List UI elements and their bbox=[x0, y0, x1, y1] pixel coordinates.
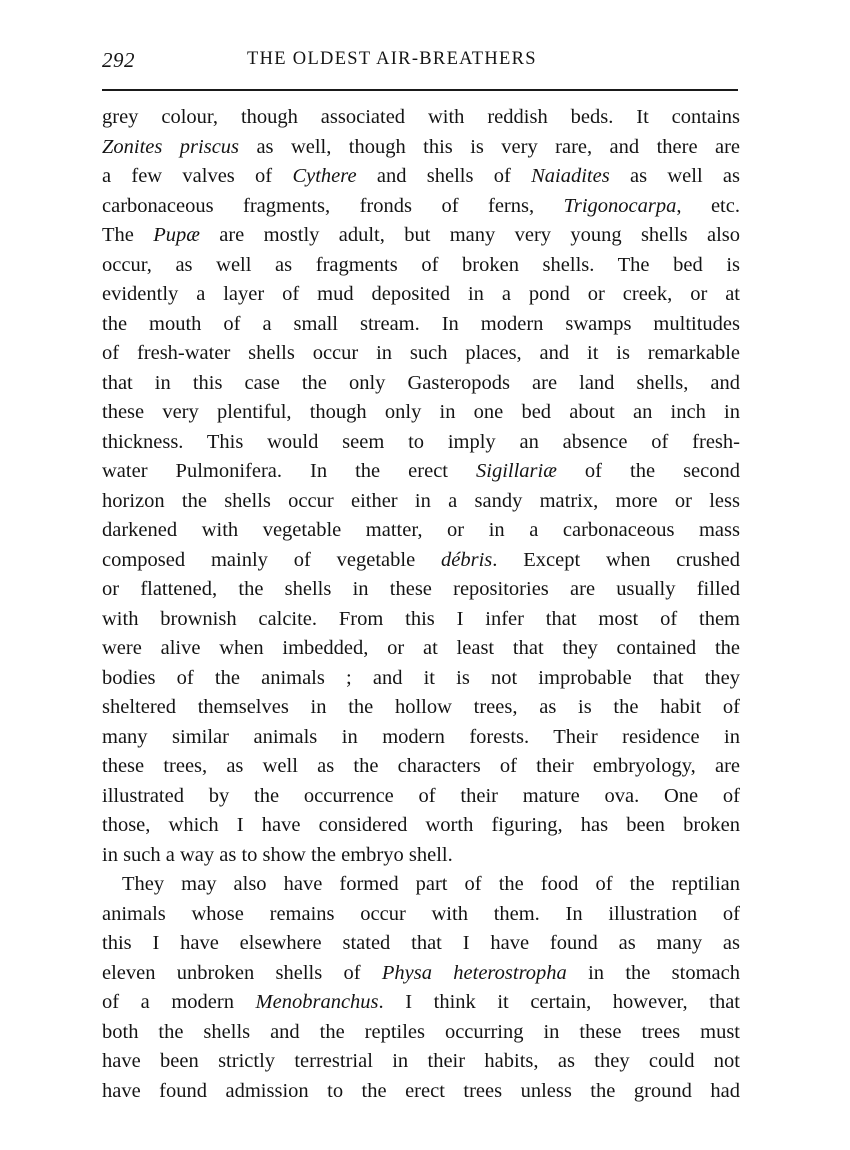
text-run: in such a way as to show the embryo shell. bbox=[102, 843, 453, 866]
text-line bbox=[102, 605, 740, 635]
text-run: They may also have formed part of the food of the reptilian bbox=[122, 873, 740, 895]
text-line bbox=[102, 221, 740, 251]
text-line bbox=[102, 103, 740, 133]
text-run: The bbox=[102, 224, 154, 246]
text-line bbox=[102, 900, 740, 930]
text-line bbox=[102, 487, 740, 517]
italic-term: Physa heterostropha bbox=[381, 961, 567, 984]
text-run: . Except when crushed bbox=[492, 548, 740, 571]
running-title: THE OLDEST AIR-BREATHERS bbox=[247, 49, 537, 69]
text-run: composed mainly of vegetable bbox=[102, 548, 442, 571]
text-line bbox=[102, 339, 740, 369]
text-line bbox=[102, 752, 740, 782]
text-line bbox=[102, 841, 740, 871]
text-run: in the stomach bbox=[566, 961, 740, 984]
text-line bbox=[102, 516, 740, 546]
text-line bbox=[102, 428, 740, 458]
text-run: these trees, as well as the characters of their embryology, are bbox=[102, 755, 740, 777]
text-line bbox=[102, 133, 740, 163]
text-run: were alive when imbedded, or at least that they contained the bbox=[102, 637, 740, 659]
text-run: thickness. This would seem to imply an absence of fresh- bbox=[102, 430, 740, 453]
text-line bbox=[102, 1077, 740, 1107]
italic-term: Naiadites bbox=[531, 165, 610, 187]
text-run: with brownish calcite. From this I infer that most of them bbox=[102, 607, 740, 630]
text-line bbox=[102, 1018, 740, 1048]
page-number: 292 bbox=[102, 48, 135, 72]
text-run: have been strictly terrestrial in their habits, as they could not bbox=[102, 1050, 740, 1072]
text-line bbox=[102, 782, 740, 812]
text-line bbox=[102, 959, 740, 989]
text-line bbox=[102, 634, 740, 664]
text-line bbox=[102, 398, 740, 428]
italic-term: Zonites priscus bbox=[102, 135, 240, 158]
text-line bbox=[102, 369, 740, 399]
text-run: the mouth of a small stream. In modern swamps multitudes bbox=[102, 312, 740, 335]
text-run: both the shells and the reptiles occurring in these trees must bbox=[102, 1020, 740, 1043]
text-run: as well, though this is very rare, and there are bbox=[239, 135, 740, 158]
text-run: bodies of the animals ; and it is not improbable that they bbox=[102, 666, 740, 689]
italic-term: Sigillariæ bbox=[476, 460, 557, 482]
text-run: that in this case the only Gasteropods are land shells, and bbox=[102, 371, 740, 394]
text-run: darkened with vegetable matter, or in a carbonaceous mass bbox=[102, 519, 740, 541]
text-run: those, which I have considered worth figuring, has been broken bbox=[102, 814, 740, 836]
text-line bbox=[102, 929, 740, 959]
text-run: illustrated by the occurrence of their mature ova. One of bbox=[102, 784, 740, 807]
text-run: as well as bbox=[609, 165, 741, 187]
text-run: , etc. bbox=[676, 194, 740, 217]
text-run: of a modern bbox=[102, 991, 256, 1013]
text-line bbox=[102, 192, 740, 222]
italic-term: Cythere bbox=[292, 165, 357, 187]
header-rule bbox=[102, 89, 738, 91]
text-run: many similar animals in modern forests. Their residence in bbox=[102, 725, 740, 748]
text-run: of fresh-water shells occur in such places, and it is remarkable bbox=[102, 342, 740, 364]
text-run: or flattened, the shells in these repositories are usually filled bbox=[102, 578, 740, 600]
text-run: these very plentiful, though only in one bed about an inch in bbox=[102, 401, 740, 423]
text-run: occur, as well as fragments of broken shells. The bed is bbox=[102, 253, 740, 276]
text-run: sheltered themselves in the hollow trees, as is the habit of bbox=[102, 696, 740, 718]
text-line bbox=[102, 988, 740, 1018]
text-run: water Pulmonifera. In the erect bbox=[102, 460, 477, 482]
text-line bbox=[102, 664, 740, 694]
text-run: and shells of bbox=[356, 165, 532, 187]
text-line bbox=[102, 1047, 740, 1077]
text-run: carbonaceous fragments, fronds of ferns, bbox=[102, 194, 564, 217]
italic-term: débris bbox=[441, 548, 493, 571]
text-run: eleven unbroken shells of bbox=[102, 961, 382, 984]
text-run: . I think it certain, however, that bbox=[378, 991, 741, 1013]
text-line bbox=[102, 546, 740, 576]
text-line bbox=[102, 251, 740, 281]
text-line bbox=[102, 870, 740, 900]
text-line bbox=[102, 162, 740, 192]
text-run: animals whose remains occur with them. In illustration of bbox=[102, 902, 740, 925]
text-line bbox=[102, 280, 740, 310]
text-run: a few valves of bbox=[102, 165, 293, 187]
italic-term: Trigonocarpa bbox=[563, 194, 677, 217]
text-run: have found admission to the erect trees unless the ground had bbox=[102, 1079, 740, 1102]
text-line bbox=[102, 811, 740, 841]
text-run: grey colour, though associated with reddish beds. It contains bbox=[102, 106, 740, 128]
paragraph bbox=[102, 103, 740, 870]
body-text bbox=[102, 103, 740, 1106]
text-run: evidently a layer of mud deposited in a pond or creek, or at bbox=[102, 283, 740, 305]
text-run: horizon the shells occur either in a sandy matrix, more or less bbox=[102, 489, 740, 512]
paragraph bbox=[102, 870, 740, 1106]
text-line bbox=[102, 723, 740, 753]
text-run: this I have elsewhere stated that I have found as many as bbox=[102, 932, 740, 954]
text-run: of the second bbox=[556, 460, 740, 482]
italic-term: Menobranchus bbox=[255, 991, 379, 1013]
running-head bbox=[102, 48, 738, 74]
text-run: are mostly adult, but many very young shells also bbox=[199, 224, 741, 246]
italic-term: Pupæ bbox=[153, 224, 200, 246]
text-line bbox=[102, 693, 740, 723]
text-line bbox=[102, 575, 740, 605]
text-line bbox=[102, 457, 740, 487]
text-line bbox=[102, 310, 740, 340]
